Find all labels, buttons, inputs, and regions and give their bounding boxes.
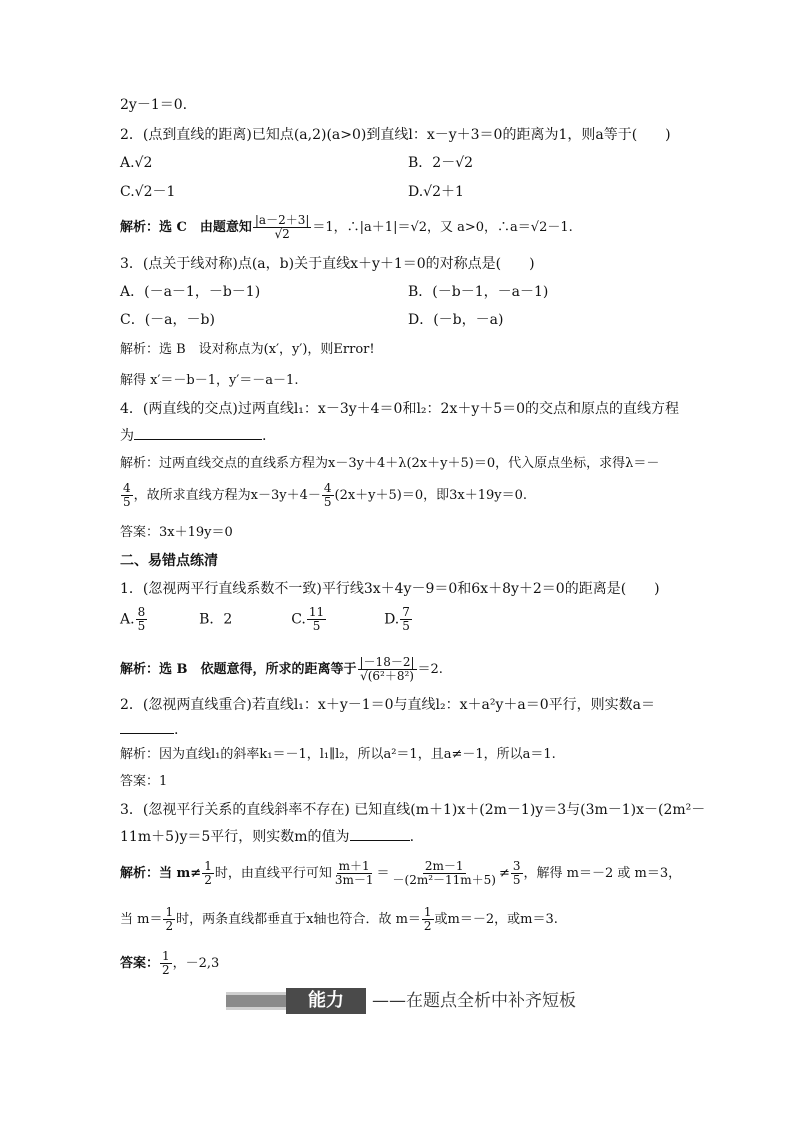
denominator: √(6²＋8²) [360, 669, 414, 683]
exercise-1-solution [120, 656, 443, 683]
fraction [253, 214, 312, 241]
denominator: 5 [137, 619, 146, 633]
numerator: 4 [323, 481, 332, 495]
denominator: 2 [165, 919, 174, 933]
option-b: B．2 [199, 611, 233, 628]
numerator: |a－2＋3| [254, 213, 310, 227]
fraction [333, 860, 376, 887]
fraction [511, 860, 523, 887]
text: ＝2. [417, 662, 443, 677]
denominator: 2 [204, 873, 212, 887]
option-a: A.√2 [120, 155, 153, 171]
text: 时，两条直线都垂直于x轴也符合．故 m＝ [176, 912, 421, 927]
text: . [174, 722, 179, 738]
denominator: 5 [402, 619, 410, 633]
option-d: D. [384, 611, 400, 628]
numerator: 1 [162, 949, 170, 963]
option-c: C.√2－1 [120, 184, 176, 200]
option-c: C．(－a，－b) [120, 312, 215, 328]
fraction [160, 950, 172, 977]
exercise-2-solution: 解析：因为直线l₁的斜率k₁＝－1，l₁∥l₂，所以a²＝1，且a≠－1，所以a＝1. [120, 747, 556, 762]
answer-blank [134, 427, 262, 440]
solution-2 [120, 214, 573, 241]
fraction [322, 482, 334, 509]
fraction [422, 906, 434, 933]
numerator: 4 [123, 481, 131, 495]
fraction [202, 860, 214, 887]
exercise-3-line2 [120, 828, 414, 846]
denominator: 5 [123, 495, 131, 509]
exercise-1: 1．(忽视两平行直线系数不一致)平行线3x＋4y－9＝0和6x＋8y＋2＝0的距离是( ) [120, 581, 660, 597]
option-d: D．(－b，－a) [408, 312, 504, 328]
text: 或m＝－2，或m＝3. [434, 912, 558, 927]
exercise-3-solution-line1 [120, 860, 681, 887]
banner-subtitle: ——在题点全析中补齐短板 [372, 991, 576, 1011]
banner-tag: 能力 [286, 988, 366, 1014]
exercise-3-answer [120, 950, 219, 977]
numerator: 7 [402, 605, 410, 619]
fraction [136, 606, 148, 633]
solution-4-line2 [120, 482, 527, 509]
answer-blank [350, 828, 410, 841]
denominator: 5 [312, 619, 321, 633]
numerator: 1 [204, 859, 212, 873]
exercise-3-solution-line2 [120, 906, 558, 933]
fraction [307, 606, 326, 633]
numerator: 8 [137, 605, 146, 619]
banner-bar [226, 992, 286, 1010]
text: . [409, 829, 415, 845]
fraction [121, 482, 133, 509]
option-b: B．(－b－1，－a－1) [408, 284, 549, 300]
denominator: 2 [423, 919, 432, 933]
solution-text: 解析：选 B 依题意得，所求的距离等于 [120, 662, 357, 677]
denominator: 5 [323, 495, 332, 509]
text: ＝ [376, 866, 390, 881]
text: ，解得 m＝－2 或 m＝3， [523, 866, 682, 881]
denominator: 5 [512, 873, 521, 887]
solution-3-line1: 解析：选 B 设对称点为(x′，y′)，则Error! [120, 342, 375, 357]
option-c: C. [291, 611, 306, 628]
question-4-line1: 4．(两直线的交点)过两直线l₁：x－3y＋4＝0和l₂：2x＋y＋5＝0的交点和原点的直线方程 [120, 401, 680, 417]
exercise-2-line2 [120, 721, 178, 739]
fraction [391, 860, 498, 887]
text: . [262, 428, 267, 444]
solution-4-line1: 解析：过两直线交点的直线系方程为x－3y＋4＋λ(2x＋y＋5)＝0，代入原点坐标，求得λ＝－ [120, 456, 660, 471]
solution-3-line2: 解得 x′＝－b－1，y′＝－a－1. [120, 373, 299, 388]
text: 11m＋5)y＝5平行，则实数m的值为 [120, 829, 350, 845]
option-d: D.√2＋1 [408, 184, 464, 200]
option-a: A．(－a－1，－b－1) [120, 284, 261, 300]
text: ≠ [499, 866, 510, 881]
numerator: m＋1 [338, 859, 370, 873]
exercise-1-options [120, 606, 413, 633]
exercise-2-line1: 2．(忽视两直线重合)若直线l₁：x＋y－1＝0与直线l₂：x＋a²y＋a＝0平行，则实数a＝ [120, 697, 655, 713]
numerator: 3 [512, 859, 521, 873]
text: ，故所求直线方程为x－3y＋4－ [133, 488, 321, 503]
text: (2x＋y＋5)＝0，即3x＋19y＝0. [334, 488, 528, 503]
solution-text: ＝1，∴|a＋1|＝√2，又 a>0，∴a＝√2－1. [312, 220, 573, 235]
solution-text: 解析：选 C 由题意知 [120, 220, 252, 235]
text: 答案： [120, 956, 160, 971]
numerator: |－18－2| [359, 655, 415, 669]
answer-4: 答案：3x＋19y＝0 [120, 525, 233, 540]
text: ，－2,3 [172, 956, 220, 971]
fraction [163, 906, 175, 933]
text: 为 [120, 428, 134, 444]
numerator: 11 [308, 605, 325, 619]
denominator: 3m－1 [334, 873, 374, 887]
question-3: 3．(点关于线对称)点(a，b)关于直线x＋y＋1＝0的对称点是( ) [120, 256, 535, 272]
denominator: －(2m²－11m＋5) [392, 873, 496, 887]
section-banner [226, 988, 586, 1014]
text: 当 m＝ [120, 912, 163, 927]
question-2: 2．(点到直线的距离)已知点(a,2)(a>0)到直线l：x－y＋3＝0的距离为1，则a等于( ) [120, 127, 671, 143]
exercise-2-answer: 答案：1 [120, 774, 168, 789]
numerator: 1 [423, 905, 432, 919]
text: 时，由直线平行可知 [214, 866, 332, 881]
denominator: 2 [162, 963, 170, 977]
fraction [358, 656, 417, 683]
answer-blank [120, 721, 174, 734]
denominator: √2 [274, 227, 290, 241]
solution-text: 解析：当 m≠ [120, 866, 202, 881]
fraction [400, 606, 412, 633]
text-line: 2y－1＝0. [120, 97, 188, 113]
exercise-3-line1: 3．(忽视平行关系的直线斜率不存在) 已知直线(m＋1)x＋(2m－1)y＝3与(3m－1)x－(2m²－ [120, 802, 706, 818]
option-b: B．2－√2 [408, 155, 474, 171]
numerator: 2m－1 [424, 859, 464, 873]
section-heading: 二、易错点练清 [120, 553, 218, 569]
question-4-line2 [120, 427, 266, 445]
option-a: A. [120, 611, 135, 628]
numerator: 1 [165, 905, 174, 919]
